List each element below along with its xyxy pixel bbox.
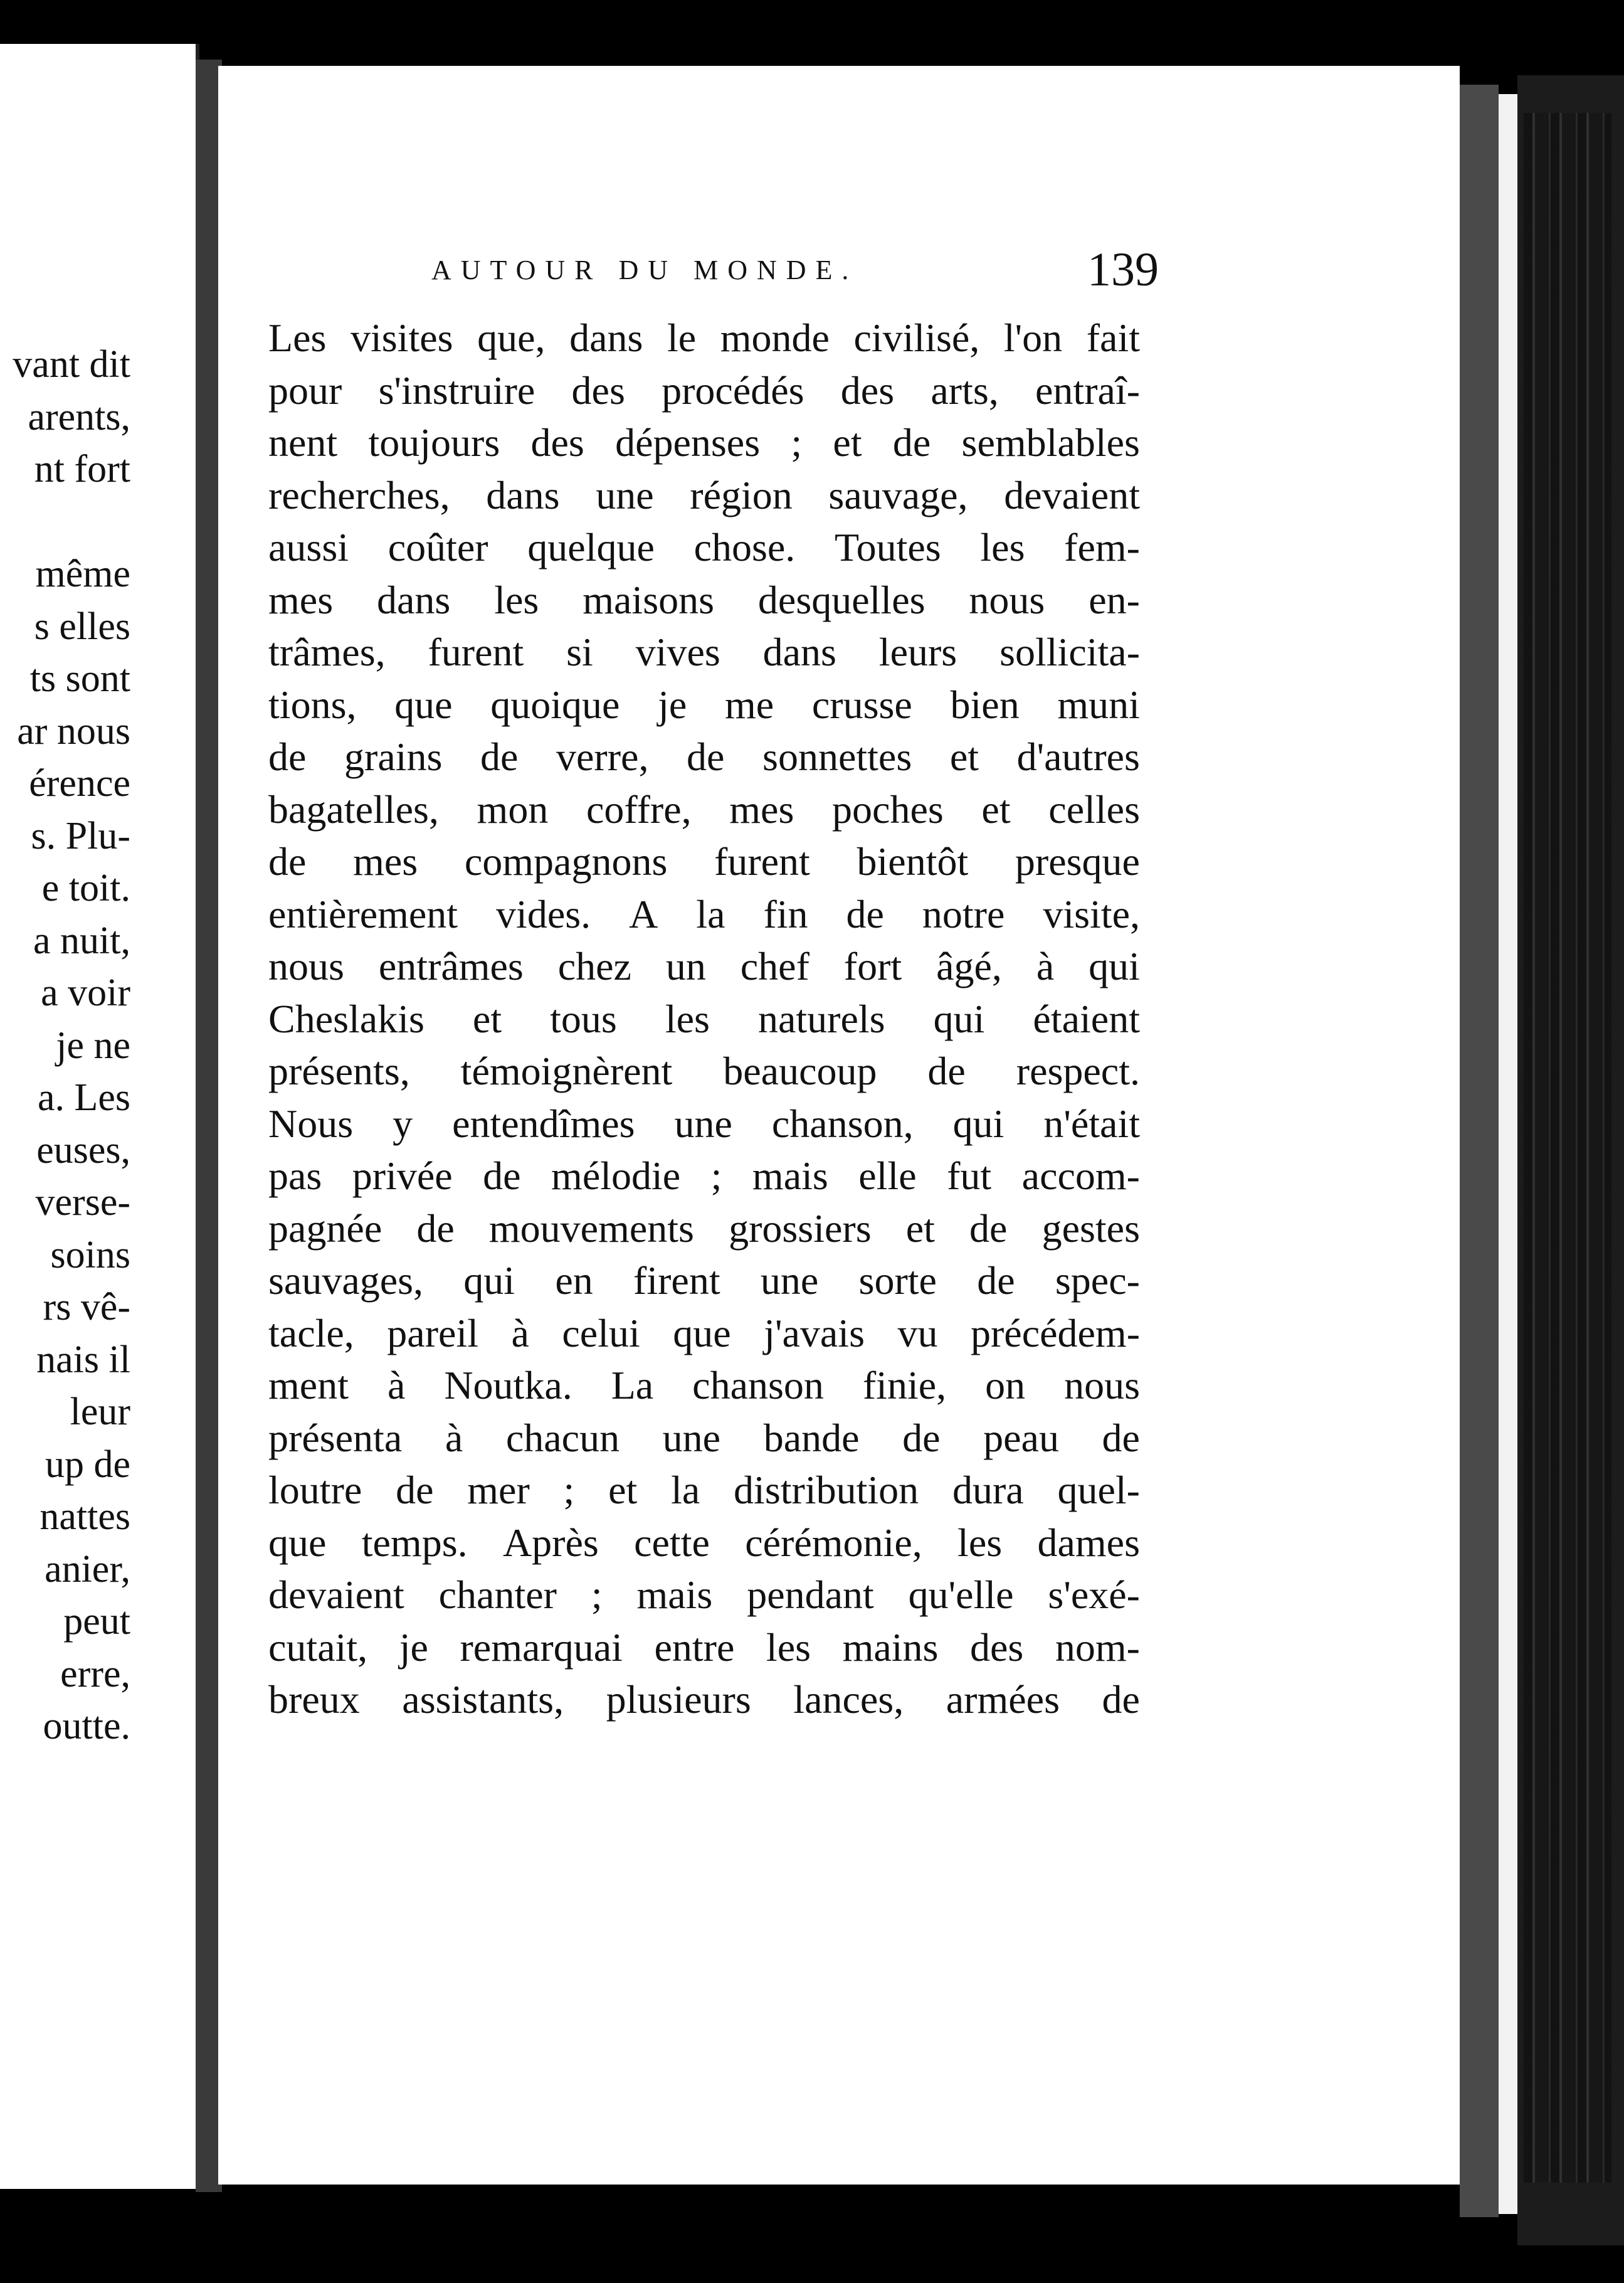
text-line: recherches, dans une région sauvage, devaient xyxy=(268,472,1140,517)
previous-page-line: érence xyxy=(29,762,130,805)
previous-page-line: s. Plu- xyxy=(31,814,130,857)
previous-page-line: a voir xyxy=(41,972,130,1014)
text-line: tions, que quoique je me crusse bien muni xyxy=(268,682,1140,727)
previous-page-line: verse- xyxy=(35,1181,130,1224)
previous-page-line: même xyxy=(35,553,130,595)
previous-page-line: rs vê- xyxy=(43,1286,130,1328)
text-line: aussi coûter quelque chose. Toutes les fem- xyxy=(268,525,1140,569)
previous-page-line: leur xyxy=(70,1390,130,1433)
previous-page-fragment xyxy=(0,44,199,2189)
previous-page-line: nais il xyxy=(36,1338,130,1381)
running-title: AUTOUR DU MONDE. xyxy=(431,255,858,285)
previous-page-line: peut xyxy=(63,1600,130,1643)
previous-page-line: euses, xyxy=(36,1128,130,1172)
previous-page-line: arents, xyxy=(28,395,130,438)
text-line: pour s'instruire des procédés des arts, entraî- xyxy=(268,368,1140,413)
running-head xyxy=(431,243,1159,304)
text-line: Les visites que, dans le monde civilisé, l'on fait xyxy=(268,315,1140,360)
previous-page-line: s elles xyxy=(34,605,130,648)
previous-page-line: a nuit, xyxy=(33,919,130,962)
previous-page-line: ar nous xyxy=(17,709,130,753)
previous-page-line xyxy=(0,496,196,549)
text-line: cutait, je remarquai entre les mains des nom- xyxy=(268,1624,1140,1670)
text-line: que temps. Après cette cérémonie, les dames xyxy=(268,1520,1140,1565)
text-line: tacle, pareil à celui que j'avais vu précédem- xyxy=(268,1310,1140,1355)
text-line: sauvages, qui en firent une sorte de spec- xyxy=(268,1258,1140,1303)
text-line: nent toujours des dépenses ; et de semblables xyxy=(268,420,1140,465)
text-line: pas privée de mélodie ; mais elle fut accom- xyxy=(268,1153,1140,1198)
body-text xyxy=(268,312,1140,1726)
text-line: ment à Noutka. La chanson finie, on nous xyxy=(268,1363,1140,1407)
text-line: bagatelles, mon coffre, mes poches et celles xyxy=(268,787,1140,832)
previous-page-line: nattes xyxy=(40,1495,130,1538)
previous-page-line: a. Les xyxy=(37,1076,130,1119)
text-line: de mes compagnons furent bientôt presque xyxy=(268,839,1140,884)
previous-page-line: ts sont xyxy=(29,657,130,700)
previous-page-line: nt fort xyxy=(34,448,130,490)
text-line: trâmes, furent si vives dans leurs sollicita- xyxy=(268,630,1140,674)
text-line: breux assistants, plusieurs lances, armées de xyxy=(268,1677,1140,1722)
text-line: de grains de verre, de sonnettes et d'autres xyxy=(268,734,1140,779)
text-line: Cheslakis et tous les naturels qui étaient xyxy=(268,996,1140,1041)
text-line: mes dans les maisons desquelles nous en- xyxy=(268,577,1140,622)
previous-page-line: e toit. xyxy=(41,867,130,909)
previous-page-line: vant dit xyxy=(13,343,130,386)
text-line: pagnée de mouvements grossiers et de gestes xyxy=(268,1205,1140,1251)
previous-page-line: up de xyxy=(45,1443,130,1486)
text-line: entièrement vides. A la fin de notre visite, xyxy=(268,891,1140,936)
binding-texture xyxy=(1524,113,1611,2183)
page-edge-light xyxy=(1499,94,1517,2214)
page-number: 139 xyxy=(1087,243,1159,296)
previous-page-line: anier, xyxy=(45,1547,130,1591)
text-line: nous entrâmes chez un chef fort âgé, à qui xyxy=(268,944,1140,988)
text-line: Nous y entendîmes une chanson, qui n'était xyxy=(268,1101,1140,1146)
previous-page-line: je ne xyxy=(56,1024,130,1067)
page-edge-shadow xyxy=(1460,85,1499,2217)
previous-page-text xyxy=(0,339,196,1753)
previous-page-line: erre, xyxy=(60,1652,130,1695)
text-line: devaient chanter ; mais pendant qu'elle s'exé- xyxy=(268,1572,1140,1617)
previous-page-line: outte. xyxy=(43,1705,130,1747)
previous-page-line: soins xyxy=(50,1233,130,1276)
text-line: présenta à chacun une bande de peau de xyxy=(268,1415,1140,1460)
text-line: présents, témoignèrent beaucoup de respect. xyxy=(268,1049,1140,1093)
text-line: loutre de mer ; et la distribution dura quel- xyxy=(268,1468,1140,1512)
